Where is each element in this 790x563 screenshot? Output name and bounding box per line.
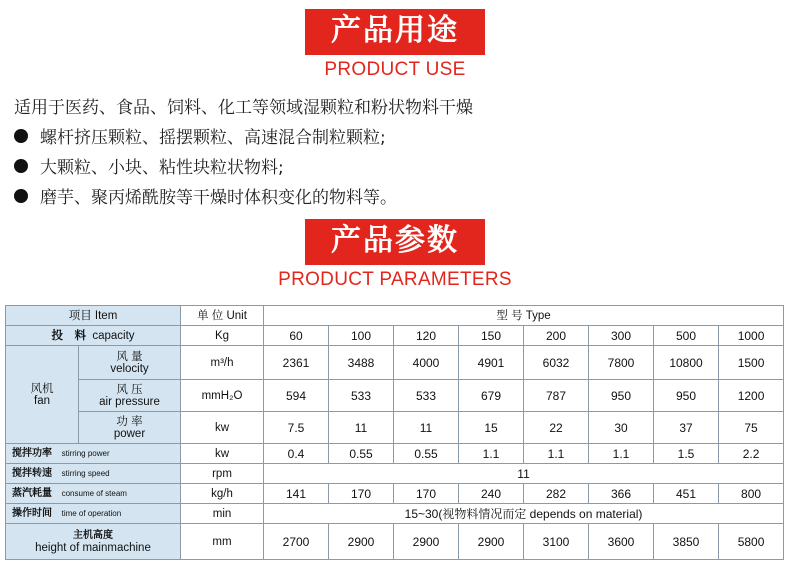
table-row-velocity bbox=[6, 346, 784, 380]
value-cell: 60 bbox=[264, 326, 329, 346]
value-cell: 1.1 bbox=[589, 444, 654, 464]
value-cell: 3850 bbox=[654, 524, 719, 560]
value-cell: 533 bbox=[394, 380, 459, 412]
unit-cell: kw bbox=[181, 444, 264, 464]
value-cell: 0.55 bbox=[394, 444, 459, 464]
value-cell: 170 bbox=[394, 484, 459, 504]
value-cell: 4000 bbox=[394, 346, 459, 380]
unit-cell: m³/h bbox=[181, 346, 264, 380]
value-cell: 1.5 bbox=[654, 444, 719, 464]
unit-cell: kw bbox=[181, 412, 264, 444]
product-use-title-en: PRODUCT USE bbox=[324, 59, 466, 80]
value-cell: 500 bbox=[654, 326, 719, 346]
value-cell: 300 bbox=[589, 326, 654, 346]
value-cell: 0.4 bbox=[264, 444, 329, 464]
product-use-intro: 适用于医药、食品、饲料、化工等领域湿颗粒和粉状物料干燥 bbox=[14, 98, 473, 118]
product-parameters-title: 产品参数 bbox=[305, 219, 485, 265]
value-cell: 11 bbox=[264, 464, 784, 484]
value-cell: 141 bbox=[264, 484, 329, 504]
value-cell: 3100 bbox=[524, 524, 589, 560]
bullet-icon bbox=[14, 129, 28, 143]
value-cell: 7.5 bbox=[264, 412, 329, 444]
row-label-capacity: 投 料 capacity bbox=[6, 326, 181, 346]
value-cell: 282 bbox=[524, 484, 589, 504]
bullet-icon bbox=[14, 189, 28, 203]
header-type: 型 号 Type bbox=[264, 306, 784, 326]
value-cell: 679 bbox=[459, 380, 524, 412]
unit-cell: mm bbox=[181, 524, 264, 560]
row-label-velocity: 风 量 velocity bbox=[79, 346, 181, 380]
value-cell: 2900 bbox=[459, 524, 524, 560]
value-cell: 15~30(视物料情况而定 depends on material) bbox=[264, 504, 784, 524]
value-cell: 150 bbox=[459, 326, 524, 346]
table-header-row bbox=[6, 306, 784, 326]
row-label-stirring-speed: 搅拌转速 stirring speed bbox=[6, 464, 181, 484]
unit-cell: Kg bbox=[181, 326, 264, 346]
parameters-table bbox=[5, 305, 784, 560]
value-cell: 200 bbox=[524, 326, 589, 346]
unit-cell: min bbox=[181, 504, 264, 524]
bullet-icon bbox=[14, 159, 28, 173]
table-row-stirring-power bbox=[6, 444, 784, 464]
table-row-steam bbox=[6, 484, 784, 504]
value-cell: 1500 bbox=[719, 346, 784, 380]
value-cell: 800 bbox=[719, 484, 784, 504]
header-unit: 单 位 Unit bbox=[181, 306, 264, 326]
value-cell: 2700 bbox=[264, 524, 329, 560]
value-cell: 5800 bbox=[719, 524, 784, 560]
value-cell: 1000 bbox=[719, 326, 784, 346]
product-parameters-title-en: PRODUCT PARAMETERS bbox=[278, 269, 512, 290]
product-use-title: 产品用途 bbox=[305, 9, 485, 55]
value-cell: 787 bbox=[524, 380, 589, 412]
list-item bbox=[14, 183, 397, 208]
row-label-air-pressure: 风 压 air pressure bbox=[79, 380, 181, 412]
row-label-steam: 蒸汽耗量 consume of steam bbox=[6, 484, 181, 504]
value-cell: 1.1 bbox=[524, 444, 589, 464]
list-item bbox=[14, 153, 284, 178]
table-row-power bbox=[6, 412, 784, 444]
table-row-capacity bbox=[6, 326, 784, 346]
table-row-air-pressure bbox=[6, 380, 784, 412]
value-cell: 240 bbox=[459, 484, 524, 504]
value-cell: 366 bbox=[589, 484, 654, 504]
row-label-power: 功 率 power bbox=[79, 412, 181, 444]
row-label-operation: 操作时间 time of operation bbox=[6, 504, 181, 524]
unit-cell: rpm bbox=[181, 464, 264, 484]
value-cell: 950 bbox=[589, 380, 654, 412]
value-cell: 533 bbox=[329, 380, 394, 412]
table-row-operation bbox=[6, 504, 784, 524]
value-cell: 120 bbox=[394, 326, 459, 346]
value-cell: 3600 bbox=[589, 524, 654, 560]
value-cell: 7800 bbox=[589, 346, 654, 380]
value-cell: 1.1 bbox=[459, 444, 524, 464]
value-cell: 100 bbox=[329, 326, 394, 346]
value-cell: 950 bbox=[654, 380, 719, 412]
value-cell: 1200 bbox=[719, 380, 784, 412]
value-cell: 2900 bbox=[394, 524, 459, 560]
value-cell: 30 bbox=[589, 412, 654, 444]
value-cell: 451 bbox=[654, 484, 719, 504]
value-cell: 15 bbox=[459, 412, 524, 444]
value-cell: 170 bbox=[329, 484, 394, 504]
row-label-fan: 风机 fan bbox=[6, 346, 79, 444]
list-item bbox=[14, 123, 386, 148]
value-cell: 11 bbox=[329, 412, 394, 444]
value-cell: 2.2 bbox=[719, 444, 784, 464]
value-cell: 10800 bbox=[654, 346, 719, 380]
table-row-stirring-speed bbox=[6, 464, 784, 484]
list-item-text: 螺杆挤压颗粒、摇摆颗粒、高速混合制粒颗粒; bbox=[40, 128, 386, 148]
value-cell: 2361 bbox=[264, 346, 329, 380]
value-cell: 594 bbox=[264, 380, 329, 412]
value-cell: 3488 bbox=[329, 346, 394, 380]
header-item: 项目 Item bbox=[6, 306, 181, 326]
value-cell: 37 bbox=[654, 412, 719, 444]
unit-cell: mmH₂O bbox=[181, 380, 264, 412]
list-item-text: 大颗粒、小块、粘性块粒状物料; bbox=[40, 158, 284, 178]
value-cell: 4901 bbox=[459, 346, 524, 380]
value-cell: 2900 bbox=[329, 524, 394, 560]
table-row-height bbox=[6, 524, 784, 560]
row-label-stirring-power: 搅拌功率 stirring power bbox=[6, 444, 181, 464]
value-cell: 22 bbox=[524, 412, 589, 444]
value-cell: 0.55 bbox=[329, 444, 394, 464]
unit-cell: kg/h bbox=[181, 484, 264, 504]
row-label-height: 主机高度 height of mainmachine bbox=[6, 524, 181, 560]
value-cell: 11 bbox=[394, 412, 459, 444]
value-cell: 6032 bbox=[524, 346, 589, 380]
list-item-text: 磨芋、聚丙烯酰胺等干燥时体积变化的物料等。 bbox=[40, 188, 397, 208]
value-cell: 75 bbox=[719, 412, 784, 444]
